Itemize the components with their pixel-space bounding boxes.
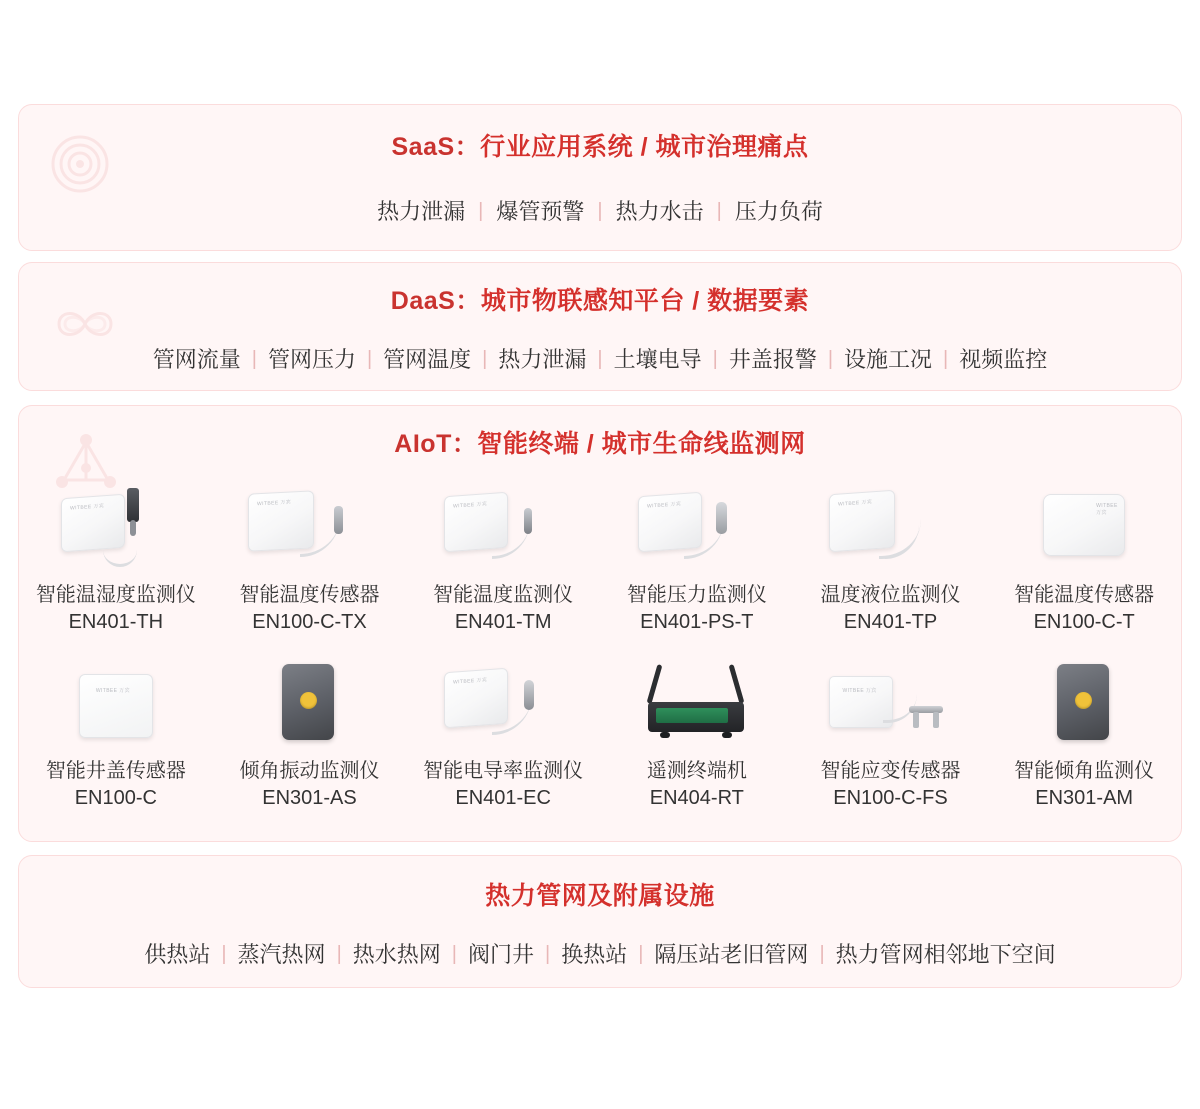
chip-separator: |: [545, 942, 551, 965]
device-model: EN100-C-TX: [252, 611, 367, 633]
device-name: 智能温度传感器: [239, 584, 380, 606]
device-image-ec: WITBEE 万宾: [418, 658, 588, 750]
device-image-ct: WITBEE 万宾: [999, 482, 1169, 574]
saas-title-prefix: SaaS：: [391, 133, 481, 161]
chip-separator: |: [221, 942, 227, 965]
device-name: 智能电导率监测仪: [423, 760, 584, 782]
daas-chip[interactable]: 热力泄漏: [498, 347, 587, 372]
chip-separator: |: [819, 942, 825, 965]
device-model: EN301-AM: [1035, 787, 1134, 809]
infra-chip[interactable]: 热力管网相邻地下空间: [835, 942, 1056, 967]
device-name: 遥测终端机: [646, 760, 747, 782]
daas-chip[interactable]: 设施工况: [844, 347, 933, 372]
device-card[interactable]: [406, 658, 600, 812]
aiot-title-prefix: AIoT：: [394, 430, 478, 458]
device-image-as: [224, 658, 394, 750]
device-card[interactable]: [794, 658, 988, 812]
chip-separator: |: [366, 347, 373, 370]
aiot-title: [19, 424, 1181, 460]
infinity-icon: [49, 303, 121, 350]
infra-chip[interactable]: 热水热网: [352, 942, 441, 967]
device-card[interactable]: [19, 482, 213, 636]
device-image-tp: WITBEE 万宾: [805, 482, 975, 574]
infra-chip[interactable]: 蒸汽热网: [237, 942, 326, 967]
device-card[interactable]: [406, 482, 600, 636]
infra-title-text: 热力管网及附属设施: [485, 882, 715, 910]
device-card[interactable]: [794, 482, 988, 636]
chip-separator: |: [943, 347, 949, 370]
saas-chip-list: [19, 195, 1181, 226]
daas-chip-list: [19, 343, 1181, 374]
infra-chip[interactable]: 换热站: [561, 942, 628, 967]
device-card[interactable]: [600, 658, 794, 812]
device-model: EN401-EC: [455, 787, 551, 809]
device-card[interactable]: [987, 482, 1181, 636]
target-rings-icon: [49, 133, 111, 200]
device-image-tm: WITBEE 万宾: [418, 482, 588, 574]
device-model: EN301-AS: [262, 787, 357, 809]
infra-title: [19, 876, 1181, 912]
daas-chip[interactable]: 管网压力: [267, 347, 356, 372]
device-model: EN401-TM: [454, 611, 552, 633]
device-model: EN100-C: [74, 787, 157, 809]
device-name: 温度液位监测仪: [820, 584, 961, 606]
device-name: 倾角振动监测仪: [239, 760, 380, 782]
infra-chip[interactable]: 供热站: [144, 942, 211, 967]
daas-chip[interactable]: 管网温度: [383, 347, 472, 372]
device-name: 智能温度监测仪: [433, 584, 574, 606]
device-card[interactable]: [213, 658, 407, 812]
device-name: 智能倾角监测仪: [1014, 760, 1155, 782]
chip-separator: |: [451, 942, 457, 965]
device-card[interactable]: [19, 658, 213, 812]
daas-chip[interactable]: 井盖报警: [728, 347, 817, 372]
saas-chip[interactable]: 爆管预警: [496, 199, 585, 224]
daas-title-prefix: DaaS：: [390, 287, 481, 315]
device-card[interactable]: [600, 482, 794, 636]
device-model: EN404-RT: [649, 787, 744, 809]
daas-chip[interactable]: 视频监控: [959, 347, 1048, 372]
chip-separator: |: [482, 347, 488, 370]
infrastructure-panel: [18, 855, 1182, 988]
device-card[interactable]: [987, 658, 1181, 812]
aiot-panel: [18, 405, 1182, 842]
chip-separator: |: [597, 347, 603, 370]
saas-chip[interactable]: 热力水击: [615, 199, 704, 224]
daas-chip[interactable]: 土壤电导: [613, 347, 702, 372]
device-model: EN401-PS-T: [640, 611, 754, 633]
saas-panel: [18, 104, 1182, 251]
chip-separator: |: [716, 199, 722, 222]
device-name: 智能温度传感器: [1014, 584, 1155, 606]
infra-chip[interactable]: 隔压站老旧管网: [654, 942, 809, 967]
infra-chip[interactable]: 阀门井: [467, 942, 534, 967]
device-grid: [19, 482, 1181, 812]
device-card[interactable]: [213, 482, 407, 636]
chip-separator: |: [712, 347, 718, 370]
device-name: 智能应变传感器: [820, 760, 961, 782]
device-image-rt: [612, 658, 782, 750]
saas-chip[interactable]: 热力泄漏: [377, 199, 466, 224]
infra-chip-list: [19, 938, 1181, 969]
device-model: EN401-TH: [68, 611, 164, 633]
chip-separator: |: [478, 199, 484, 222]
device-image-pst: WITBEE 万宾: [612, 482, 782, 574]
device-image-tx: WITBEE 万宾: [224, 482, 394, 574]
device-name: 智能井盖传感器: [45, 760, 186, 782]
chip-separator: |: [638, 942, 644, 965]
saas-title: [19, 127, 1181, 163]
daas-title: [19, 281, 1181, 317]
chip-separator: |: [251, 347, 257, 370]
device-model: EN401-TP: [843, 611, 938, 633]
saas-title-main: 行业应用系统 / 城市治理痛点: [480, 133, 809, 161]
device-image-am: [999, 658, 1169, 750]
daas-title-main: 城市物联感知平台 / 数据要素: [480, 287, 810, 315]
device-image-c: WITBEE 万宾: [31, 658, 201, 750]
daas-panel: [18, 262, 1182, 391]
device-name: 智能压力监测仪: [626, 584, 767, 606]
device-name: 智能温湿度监测仪: [35, 584, 196, 606]
device-image-th: WITBEE 万宾: [31, 482, 201, 574]
chip-separator: |: [597, 199, 603, 222]
saas-chip[interactable]: 压力负荷: [734, 199, 823, 224]
device-image-fs: WITBEE 万宾: [805, 658, 975, 750]
device-model: EN100-C-FS: [833, 787, 948, 809]
daas-chip[interactable]: 管网流量: [152, 347, 241, 372]
chip-separator: |: [827, 347, 834, 370]
chip-separator: |: [336, 942, 342, 965]
device-model: EN100-C-T: [1033, 611, 1135, 633]
aiot-title-main: 智能终端 / 城市生命线监测网: [477, 430, 806, 458]
